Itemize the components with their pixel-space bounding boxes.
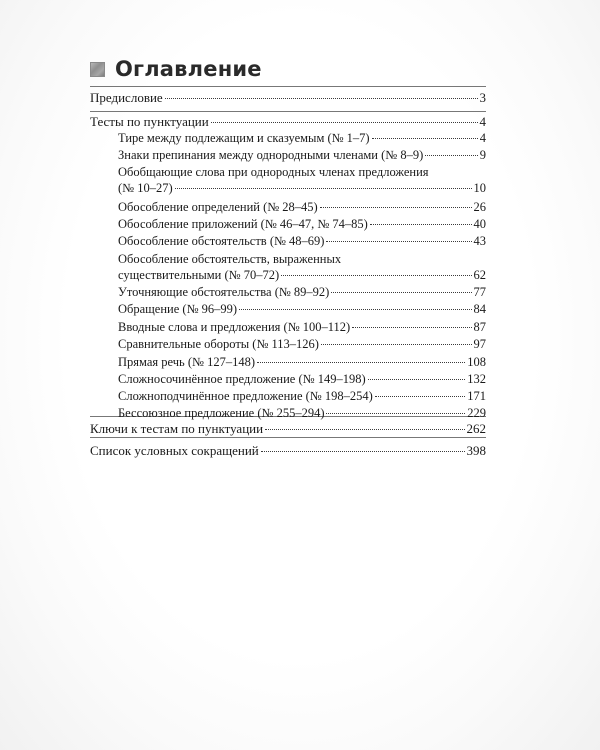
toc-entry-page: 262 xyxy=(466,421,486,436)
toc-entry-page: 4 xyxy=(479,114,486,129)
toc-entry-title: Бессоюзное предложение (№ 255–294) xyxy=(118,406,325,420)
toc-subentry-line2[interactable] xyxy=(118,267,486,283)
toc-entry-page: 26 xyxy=(473,200,486,214)
toc-entry-title-cont: (№ 10–27) xyxy=(118,181,173,195)
leader-dots xyxy=(261,451,465,452)
leader-dots xyxy=(352,327,471,328)
toc-entry-page: 77 xyxy=(473,285,486,299)
leader-dots xyxy=(239,309,471,310)
toc-entry-title: Прямая речь (№ 127–148) xyxy=(118,355,255,369)
toc-entry-title: Знаки препинания между однородными членами (№ 8–9) xyxy=(118,148,424,162)
toc-subentry[interactable] xyxy=(118,405,486,421)
toc-subentry[interactable] xyxy=(118,388,486,404)
toc-entry[interactable] xyxy=(90,90,486,106)
toc-entry-title: Список условных сокращений xyxy=(90,443,259,458)
toc-entry-title: Сравнительные обороты (№ 113–126) xyxy=(118,337,319,351)
toc-entry-page: 84 xyxy=(473,302,486,316)
toc-subentry[interactable] xyxy=(118,371,486,387)
toc-entry-page: 43 xyxy=(473,234,486,248)
toc-subentry[interactable] xyxy=(118,199,486,215)
toc-entry-title: Обособление приложений (№ 46–47, № 74–85) xyxy=(118,217,368,231)
leader-dots xyxy=(211,122,478,123)
toc-entry-page: 97 xyxy=(473,337,486,351)
toc-entry-page: 132 xyxy=(467,372,486,386)
toc-subentry-line1[interactable] xyxy=(118,164,486,180)
toc-entry-page: 171 xyxy=(467,389,486,403)
leader-dots xyxy=(370,224,472,225)
toc-entry-page: 10 xyxy=(473,181,486,195)
leader-dots xyxy=(372,138,478,139)
toc-entry-title: Обобщающие слова при однородных членах предложения xyxy=(118,165,429,179)
toc-entry-title: Вводные слова и предложения (№ 100–112) xyxy=(118,320,351,334)
toc-subentry[interactable] xyxy=(118,147,486,163)
toc-subentry[interactable] xyxy=(118,130,486,146)
toc-entry-title: Тесты по пунктуации xyxy=(90,114,209,129)
leader-dots xyxy=(320,207,472,208)
toc-entry-title: Обращение (№ 96–99) xyxy=(118,302,238,316)
toc-entry[interactable] xyxy=(90,421,486,437)
leader-dots xyxy=(425,155,478,156)
toc-subentry[interactable] xyxy=(118,301,486,317)
toc-entry-page: 62 xyxy=(473,268,486,282)
leader-dots xyxy=(375,396,465,397)
toc-entry-page: 398 xyxy=(466,443,486,458)
toc-entry-title: Предисловие xyxy=(90,90,163,105)
leader-dots xyxy=(326,241,471,242)
toc-subentry[interactable] xyxy=(118,216,486,232)
divider xyxy=(90,86,486,87)
leader-dots xyxy=(331,292,471,293)
toc-entry-title: Сложносочинённое предложение (№ 149–198) xyxy=(118,372,366,386)
toc-entry[interactable] xyxy=(90,114,486,130)
page-title: Оглавление xyxy=(115,57,262,81)
toc-entry-page: 108 xyxy=(467,355,486,369)
toc-entry[interactable] xyxy=(90,443,486,459)
toc-subentry[interactable] xyxy=(118,233,486,249)
toc-entry-title: Сложноподчинённое предложение (№ 198–254) xyxy=(118,389,373,403)
toc-entry-page: 3 xyxy=(479,90,486,105)
leader-dots xyxy=(257,362,465,363)
toc-entry-title: Обособление определений (№ 28–45) xyxy=(118,200,318,214)
toc-entry-page: 229 xyxy=(467,406,486,420)
leader-dots xyxy=(326,413,465,414)
leader-dots xyxy=(281,275,471,276)
toc-subentry-line2[interactable] xyxy=(118,180,486,196)
toc-subentry[interactable] xyxy=(118,284,486,300)
toc-entry-page: 87 xyxy=(473,320,486,334)
toc-subentry[interactable] xyxy=(118,336,486,352)
leader-dots xyxy=(165,98,478,99)
toc-entry-page: 9 xyxy=(479,148,486,162)
square-bullet-icon xyxy=(90,62,105,77)
leader-dots xyxy=(321,344,472,345)
toc-entry-title: Ключи к тестам по пунктуации xyxy=(90,421,264,436)
toc-entry-page: 40 xyxy=(473,217,486,231)
toc-subentry[interactable] xyxy=(118,319,486,335)
toc-heading xyxy=(90,54,262,84)
toc-entry-title: Обособление обстоятельств (№ 48–69) xyxy=(118,234,325,248)
leader-dots xyxy=(175,188,472,189)
toc-entry-title-cont: существительными (№ 70–72) xyxy=(118,268,280,282)
toc-entry-page: 4 xyxy=(479,131,486,145)
leader-dots xyxy=(368,379,466,380)
toc-subentry[interactable] xyxy=(118,354,486,370)
divider xyxy=(90,437,486,438)
toc-entry-title: Тире между подлежащим и сказуемым (№ 1–7) xyxy=(118,131,370,145)
toc-entry-title: Уточняющие обстоятельства (№ 89–92) xyxy=(118,285,330,299)
toc-subentry-line1[interactable] xyxy=(118,251,486,267)
divider xyxy=(90,111,486,112)
toc-entry-title: Обособление обстоятельств, выраженных xyxy=(118,252,342,266)
leader-dots xyxy=(265,429,464,430)
